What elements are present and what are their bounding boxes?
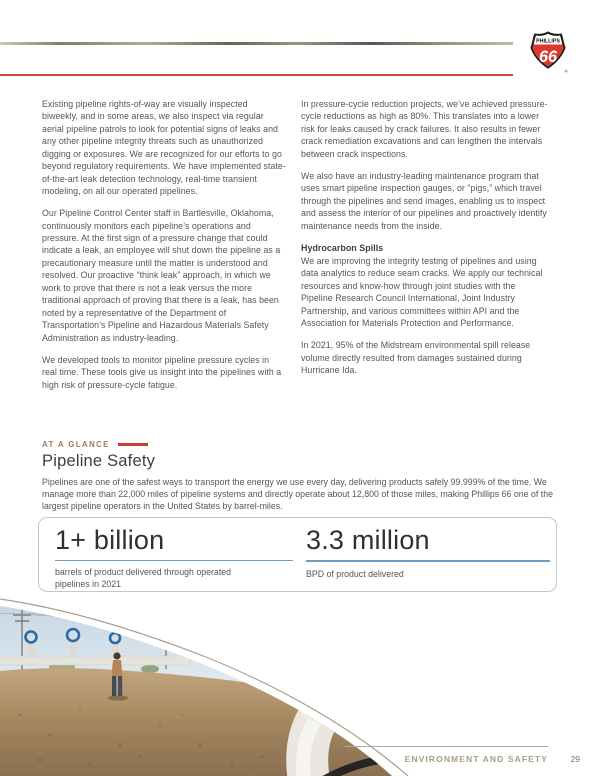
body-paragraph: Our Pipeline Control Center staff in Bartlesville, Oklahoma, continuously monitors each pipeline’s operations and pressure. At the first sign of a pressure change that could indicate a leak, an employee will shut down the pipeline as a precautionary measure until the matter is understood and resolved. Our proactive “think leak” approach, in which we work to prove that there is not a leak versus the more traditional approach of proving that there is a leak, has been noted by a representative of the Department of Transportation’s Pipeline and Hazardous Materials Safety Administration as industry-leading.: [42, 208, 281, 343]
red-dash-rule: [118, 443, 148, 446]
stats-box: [38, 517, 557, 592]
right-column: [301, 98, 548, 386]
at-a-glance-eyebrow-row: [42, 440, 148, 449]
body-paragraph: We developed tools to monitor pipeline pressure cycles in real time. These tools give us insight into the pipelines with a high risk of pressure-cycle fatigue.: [42, 354, 282, 390]
body-paragraph: Existing pipeline rights-of-way are visually inspected biweekly, and in some areas, we also inspect via regular aerial pipeline patrols to look for potential signs of leaks and any other pipeline integrity threats such as unauthorized digging or exposures. We are recognized for our efforts to go beyond regulatory requirements. We have implemented state-of-the-art leak detection technology, real-time transient modeling, on all our operated pipelines.: [42, 99, 286, 197]
header-red-rule: [0, 74, 513, 76]
subsection-heading-hydrocarbon-spills: Hydrocarbon Spills: [301, 242, 384, 253]
flange-tower: [430, 635, 558, 690]
phillips66-logo-icon: [526, 30, 570, 74]
body-paragraph: In 2021, 95% of the Midstream environmental spill release volume directly resulted from damages sustained during Hurricane Ida.: [301, 340, 531, 376]
top-gradient-rule: [0, 42, 513, 45]
pipeline-facility-photo: [0, 595, 600, 776]
body-paragraph: In pressure-cycle reduction projects, we’ve achieved pressure-cycle reductions as high as 80%. This translates into a lower risk for leaks caused by crack failures. It also results in fewer crack remediation excavations and can lengthen the intervals between crack inspections.: [301, 99, 548, 159]
logo-top-text: PHILLIPS: [536, 38, 561, 45]
at-a-glance-label: AT A GLANCE: [42, 440, 110, 449]
page-number: 29: [570, 754, 580, 764]
registered-mark: ®: [564, 68, 568, 74]
page-title: Pipeline Safety: [42, 452, 156, 470]
stat-value: 3.3 million: [306, 525, 430, 555]
at-a-glance-intro: Pipelines are one of the safest ways to transport the energy we use every day, delivering products safely 99.999% of the time. We manage more than 22,000 miles of pipeline systems and directly operate about 12,800 of those miles, making Phillips 66 one of the largest pipeline operators in the United States by barrel-miles.: [42, 477, 554, 512]
stat-label: barrels of product delivered through operated pipelines in 2021: [55, 567, 232, 590]
left-column: [42, 98, 286, 400]
flange-ring: [392, 691, 465, 735]
stat-underline: [306, 560, 550, 562]
footer-rule: [345, 746, 548, 747]
stat-barrels-delivered: [55, 525, 293, 591]
logo-66-text: 66: [538, 48, 558, 67]
body-paragraph: We also have an industry-leading maintenance program that uses smart pipeline inspection gauges, or “pigs,” which travel through the pipelines and send images, enabling us to inspect and assess the interior of our pipelines and proactively identify maintenance needs from the inside.: [301, 170, 547, 231]
stat-value: 1+ billion: [55, 525, 165, 555]
stat-bpd-delivered: [306, 525, 550, 591]
flange-ring: [301, 665, 403, 725]
stat-label: BPD of product delivered: [306, 569, 404, 579]
footer-section-label: ENVIRONMENT AND SAFETY: [404, 754, 548, 764]
body-paragraph: We are improving the integrity testing of pipelines and using data analytics to reduce seam cracks. We apply our technical resources and know-how through joint studies with the Pipeline Research Council International, Joint Industry Partnership, and various committees within API and the Association for Materials Protection and Performance.: [301, 255, 543, 329]
